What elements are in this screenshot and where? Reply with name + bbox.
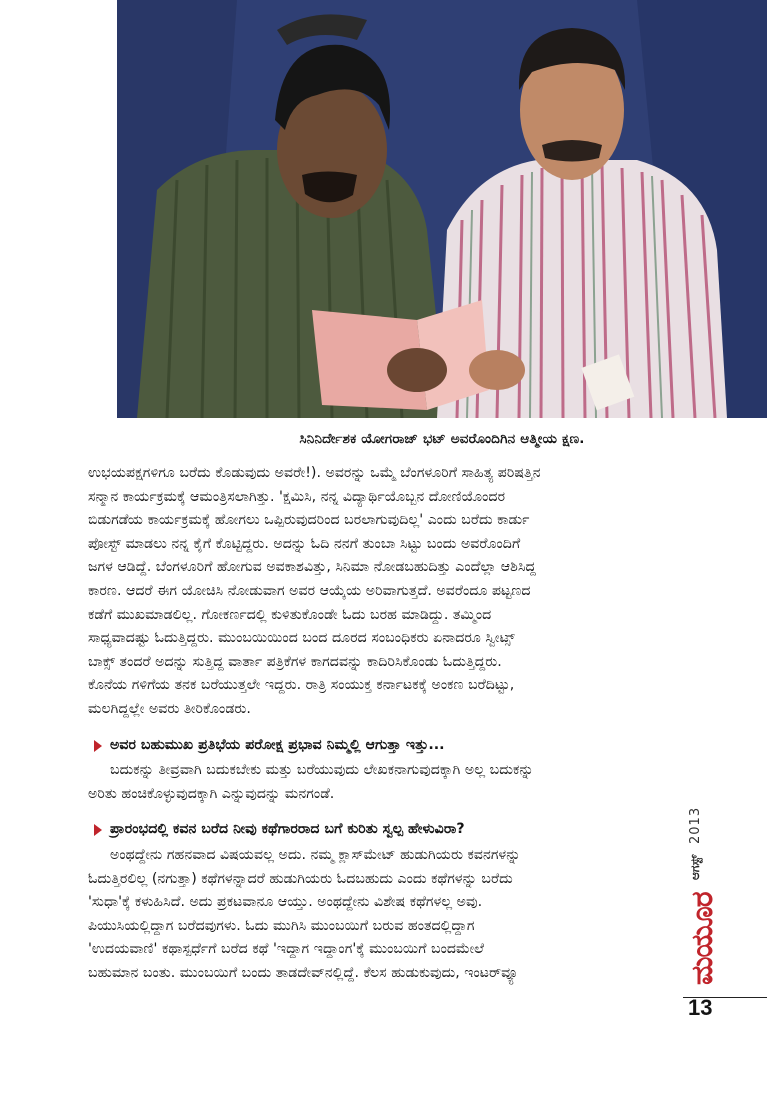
article-body bbox=[88, 462, 666, 985]
text-line: ಸಾಧ್ಯವಾದಷ್ಟು ಓದುತ್ತಿದ್ದರು. ಮುಂಬಯಿಯಿಂದ ಬಂದ ದೂರದ ಸಂಬಂಧಿಕರು ಏನಾದರೂ ಸ್ವೀಟ್ಸ್ bbox=[88, 630, 515, 647]
text-line: ಪಿಯುಸಿಯಲ್ಲಿದ್ದಾಗ ಬರೆದವುಗಳು. ಓದು ಮುಗಿಸಿ ಮುಂಬಯಿಗೆ ಬರುವ ಹಂತದಲ್ಲಿದ್ದಾಗ bbox=[88, 917, 475, 934]
photo-illustration bbox=[117, 0, 767, 418]
text-line: ಕಡೆಗೆ ಮುಖಮಾಡಲಿಲ್ಲ. ಗೋಕರ್ಣದಲ್ಲಿ ಕುಳಿತುಕೊಂಡೇ ಓದು ಬರಹ ಮಾಡಿದ್ದು. ತಮ್ಮಿಂದ bbox=[88, 606, 492, 623]
text-line: ಬಾಕ್ಸ್ ತಂದರೆ ಅದನ್ನು ಸುತ್ತಿದ್ದ ವಾರ್ತಾ ಪತ್ರಿಕೆಗಳ ಕಾಗದವನ್ನು ಕಾದಿರಿಸಿಕೊಂಡು ಓದುತ್ತಿದ್ದರು. bbox=[88, 653, 502, 670]
magazine-brand-logo: ಮಯೂರ bbox=[685, 892, 720, 986]
issue-year: 2013 bbox=[688, 806, 703, 844]
triangle-bullet-icon bbox=[94, 824, 102, 836]
answer-2 bbox=[88, 844, 666, 986]
question-2 bbox=[88, 818, 666, 842]
question-text: ಪ್ರಾರಂಭದಲ್ಲಿ ಕವನ ಬರೆದ ನೀವು ಕಥೆಗಾರರಾದ ಬಗೆ ಕುರಿತು ಸ್ವಲ್ಪ ಹೇಳುವಿರಾ? bbox=[110, 821, 465, 838]
text-line: ಓದುತ್ತಿರಲಿಲ್ಲ (ನಗುತ್ತಾ) ಕಥೆಗಳನ್ನಾದರೆ ಹುಡುಗಿಯರು ಓದಬಹುದು ಎಂದು ಕಥೆಗಳನ್ನು ಬರೆದು bbox=[88, 870, 513, 887]
text-line: ಬದುಕನ್ನು ತೀವ್ರವಾಗಿ ಬದುಕಬೇಕು ಮತ್ತು ಬರೆಯುವುದು ಲೇಖಕನಾಗುವುದಕ್ಕಾಗಿ ಅಲ್ಲ ಬದುಕನ್ನು bbox=[110, 762, 534, 779]
question-1 bbox=[88, 734, 666, 758]
issue-month: ಆಗಸ್ಟ್ bbox=[688, 854, 702, 880]
text-line: ಅಂಥದ್ದೇನು ಗಹನವಾದ ವಿಷಯವಲ್ಲ ಅದು. ನಮ್ಮ ಕ್ಲಾಸ್‌ಮೇಟ್ ಹುಡುಗಿಯರು ಕವನಗಳನ್ನು bbox=[110, 846, 521, 863]
text-line: ಸನ್ಮಾನ ಕಾರ್ಯಕ್ರಮಕ್ಕೆ ಆಮಂತ್ರಿಸಲಾಗಿತ್ತು. 'ಕ್ಷಮಿಸಿ, ನನ್ನ ವಿದ್ಯಾರ್ಥಿಯೊಬ್ಬನ ದೋಣಿಯೊಂದರ bbox=[88, 488, 506, 505]
text-line: ಕಾರಣ. ಆದರೆ ಈಗ ಯೋಚಿಸಿ ನೋಡುವಾಗ ಅವರ ಆಯ್ಕೆಯ ಅರಿವಾಗುತ್ತದೆ. ಅವರೆಂದೂ ಪಟ್ಟಣದ bbox=[88, 582, 531, 599]
answer-1 bbox=[88, 759, 666, 806]
text-line: ಬಹುಮಾನ ಬಂತು. ಮುಂಬಯಿಗೆ ಬಂದು ತಾಡದೇವ್‌ನಲ್ಲಿದ್ದೆ. ಕೆಲಸ ಹುಡುಕುವುದು, ಇಂಟರ್‌ವ್ಯೂ bbox=[88, 964, 519, 981]
text-line: ಪೋಸ್ಟ್ ಮಾಡಲು ನನ್ನ ಕೈಗೆ ಕೊಟ್ಟಿದ್ದರು. ಅದನ್ನು ಓದಿ ನನಗೆ ತುಂಬಾ ಸಿಟ್ಟು ಬಂದು ಅವರೊಂದಿಗೆ bbox=[88, 535, 521, 552]
text-line: ಮಲಗಿದ್ದಲ್ಲೇ ಅವರು ತೀರಿಕೊಂಡರು. bbox=[88, 700, 251, 717]
text-line: 'ಉದಯವಾಣಿ' ಕಥಾಸ್ಪರ್ಧೆಗೆ ಬರೆದ ಕಥೆ 'ಇದ್ದಾಗ ಇದ್ದಾಂಗ'ಕ್ಕೆ ಮುಂಬಯಿಗೆ ಬಂದಮೇಲೆ bbox=[88, 941, 484, 958]
text-line: ಕೊನೆಯ ಗಳಿಗೆಯ ತನಕ ಬರೆಯುತ್ತಲೇ ಇದ್ದರು. ರಾತ್ರಿ ಸಂಯುಕ್ತ ಕರ್ನಾಟಕಕ್ಕೆ ಅಂಕಣ ಬರೆದಿಟ್ಟು, bbox=[88, 677, 515, 694]
text-line: ಅರಿತು ಹಂಚಿಕೊಳ್ಳುವುದಕ್ಕಾಗಿ ಎನ್ನುವುದನ್ನು ಮನಗಂಡೆ. bbox=[88, 785, 335, 802]
article-photo bbox=[117, 0, 767, 418]
text-line: ಉಭಯಪಕ್ಷಗಳಿಗೂ ಬರೆದು ಕೊಡುವುದು ಅವರೇ!). ಅವರನ್ನು ಒಮ್ಮೆ ಬೆಂಗಳೂರಿಗೆ ಸಾಹಿತ್ಯ ಪರಿಷತ್ತಿನ bbox=[88, 465, 541, 481]
triangle-bullet-icon bbox=[94, 740, 102, 752]
text-line: ಜಗಳ ಆಡಿದ್ದೆ. ಬೆಂಗಳೂರಿಗೆ ಹೋಗುವ ಅವಕಾಶವಿತ್ತು, ಸಿನಿಮಾ ನೋಡಬಹುದಿತ್ತು ಎಂದೆಲ್ಲಾ ಆಶಿಸಿದ್ದ bbox=[88, 559, 536, 576]
text-line: ಬಿಡುಗಡೆಯ ಕಾರ್ಯಕ್ರಮಕ್ಕೆ ಹೋಗಲು ಒಪ್ಪಿರುವುದರಿಂದ ಬರಲಾಗುವುದಿಲ್ಲ' ಎಂದು ಬರೆದು ಕಾರ್ಡು bbox=[88, 512, 530, 529]
paragraph-1 bbox=[88, 462, 666, 722]
text-line: 'ಸುಧಾ'ಕ್ಕೆ ಕಳುಹಿಸಿದೆ. ಅದು ಪ್ರಕಟವಾನೂ ಆಯ್ತು. ಅಂಥದ್ದೇನು ವಿಶೇಷ ಕಥೆಗಳಲ್ಲ ಅವು. bbox=[88, 894, 483, 911]
page-number: 13 bbox=[688, 995, 713, 1020]
question-text: ಅವರ ಬಹುಮುಖ ಪ್ರತಿಭೆಯ ಪರೋಕ್ಷ ಪ್ರಭಾವ ನಿಮ್ಮಲ್ಲಿ ಆಗುತ್ತಾ ಇತ್ತು... bbox=[110, 736, 445, 753]
photo-caption: ಸಿನಿನಿರ್ದೇಶಕ ಯೋಗರಾಜ್ ಭಟ್ ಅವರೊಂದಿಗಿನ ಆತ್ಮೀಯ ಕ್ಷಣ. bbox=[299, 431, 585, 447]
